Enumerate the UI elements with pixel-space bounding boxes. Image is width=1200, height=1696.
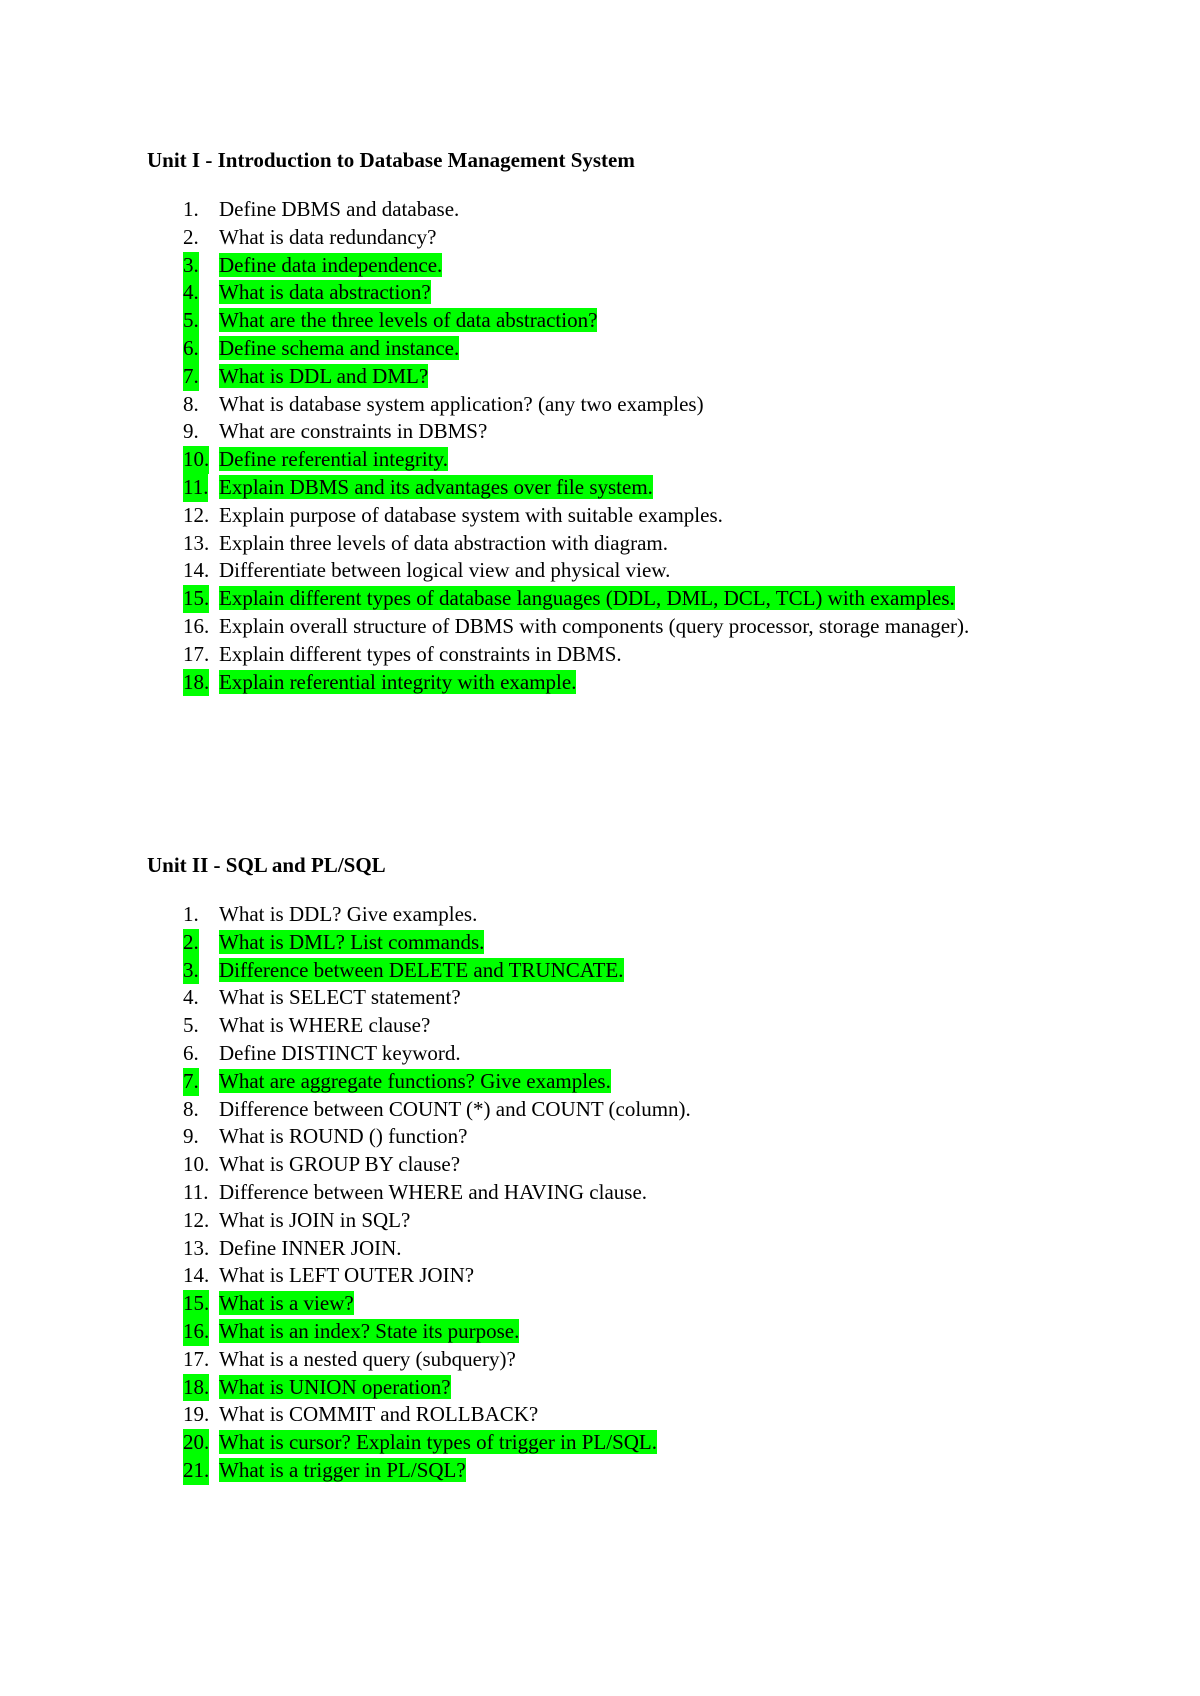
- question-text: Define schema and instance.: [219, 335, 460, 360]
- question-number: 14.: [183, 1263, 210, 1288]
- question-item: [147, 307, 1049, 335]
- question-item: [147, 669, 1049, 697]
- question-item: [147, 1374, 1049, 1402]
- question-text: What is GROUP BY clause?: [219, 1152, 461, 1177]
- question-number: 8.: [183, 391, 199, 416]
- question-number: 11.: [183, 1179, 209, 1204]
- question-number: 4.: [183, 279, 199, 307]
- question-text: What is a trigger in PL/SQL?: [219, 1457, 466, 1482]
- question-text: What is SELECT statement?: [219, 985, 461, 1010]
- question-number: 2.: [183, 929, 199, 957]
- question-number: 6.: [183, 1040, 199, 1065]
- question-item: [147, 474, 1049, 502]
- question-number: 12.: [183, 502, 210, 527]
- question-text: What is LEFT OUTER JOIN?: [219, 1263, 475, 1288]
- question-text: Difference between DELETE and TRUNCATE.: [219, 957, 624, 982]
- question-item: [147, 1012, 1049, 1040]
- question-text: Explain referential integrity with example.: [219, 669, 577, 694]
- question-list: [147, 196, 1047, 696]
- question-number: 18.: [183, 1374, 209, 1402]
- question-text: What is COMMIT and ROLLBACK?: [219, 1402, 539, 1427]
- question-number: 8.: [183, 1096, 199, 1121]
- question-text: Explain overall structure of DBMS with components (query processor, storage manager).: [219, 613, 970, 638]
- question-item: [147, 446, 1049, 474]
- question-number: 5.: [183, 1013, 199, 1038]
- unit-2-section: [147, 851, 1047, 1485]
- question-number: 1.: [183, 197, 199, 221]
- question-text: What is a nested query (subquery)?: [219, 1346, 516, 1371]
- question-number: 9.: [183, 419, 199, 444]
- question-number: 5.: [183, 307, 199, 335]
- question-text: What is DML? List commands.: [219, 929, 485, 954]
- unit-heading: Unit II - SQL and PL/SQL: [147, 853, 386, 877]
- question-item: [147, 613, 1049, 641]
- question-number: 1.: [183, 902, 199, 926]
- question-text: Define DISTINCT keyword.: [219, 1040, 461, 1065]
- question-item: [147, 224, 1049, 252]
- question-number: 11.: [183, 474, 208, 502]
- question-text: Difference between COUNT (*) and COUNT (column).: [219, 1096, 691, 1121]
- question-item: [147, 391, 1049, 419]
- question-item: [147, 929, 1049, 957]
- question-text: What is data redundancy?: [219, 224, 437, 249]
- question-text: What are the three levels of data abstraction?: [219, 308, 598, 333]
- question-item: [147, 1290, 1049, 1318]
- question-text: What is a view?: [219, 1291, 354, 1316]
- question-list: [147, 901, 1047, 1485]
- question-item: [147, 557, 1049, 585]
- question-text: What is WHERE clause?: [219, 1013, 431, 1038]
- question-text: Define DBMS and database.: [219, 197, 460, 221]
- question-item: [147, 335, 1049, 363]
- question-number: 7.: [183, 1068, 199, 1096]
- question-number: 13.: [183, 530, 210, 555]
- question-item: [147, 957, 1049, 985]
- question-text: What is UNION operation?: [219, 1374, 451, 1399]
- question-item: [147, 279, 1049, 307]
- question-text: What is an index? State its purpose.: [219, 1318, 520, 1343]
- question-number: 14.: [183, 558, 210, 583]
- question-item: [147, 1262, 1049, 1290]
- question-number: 16.: [183, 1318, 209, 1346]
- question-text: Define INNER JOIN.: [219, 1235, 402, 1260]
- question-item: [147, 585, 1049, 613]
- question-number: 4.: [183, 985, 199, 1010]
- question-number: 16.: [183, 613, 210, 638]
- unit-1-section: [147, 146, 1047, 696]
- question-number: 10.: [183, 446, 209, 474]
- question-number: 6.: [183, 335, 199, 363]
- question-number: 15.: [183, 585, 209, 613]
- question-item: [147, 1318, 1049, 1346]
- question-number: 19.: [183, 1402, 210, 1427]
- question-text: Explain purpose of database system with suitable examples.: [219, 502, 723, 527]
- question-number: 20.: [183, 1429, 209, 1457]
- question-item: [147, 1096, 1049, 1124]
- question-number: 2.: [183, 224, 199, 249]
- question-item: [147, 1429, 1049, 1457]
- question-item: [147, 418, 1049, 446]
- question-text: What is DDL? Give examples.: [219, 902, 478, 926]
- question-item: [147, 196, 1049, 224]
- unit-heading: Unit I - Introduction to Database Management System: [147, 148, 635, 172]
- question-number: 12.: [183, 1207, 210, 1232]
- question-item: [147, 363, 1049, 391]
- question-number: 13.: [183, 1235, 210, 1260]
- question-item: [147, 1151, 1049, 1179]
- question-number: 10.: [183, 1152, 210, 1177]
- question-text: What is cursor? Explain types of trigger in PL/SQL.: [219, 1430, 657, 1455]
- question-item: [147, 502, 1049, 530]
- question-text: What is JOIN in SQL?: [219, 1207, 411, 1232]
- question-item: [147, 641, 1049, 669]
- question-item: [147, 530, 1049, 558]
- question-item: [147, 901, 1049, 929]
- question-text: What are aggregate functions? Give examples.: [219, 1068, 611, 1093]
- question-text: Explain different types of constraints in DBMS.: [219, 641, 622, 666]
- question-text: Differentiate between logical view and physical view.: [219, 558, 671, 583]
- question-number: 17.: [183, 641, 210, 666]
- question-item: [147, 252, 1049, 280]
- question-text: Explain different types of database languages (DDL, DML, DCL, TCL) with examples.: [219, 586, 955, 611]
- question-item: [147, 1401, 1049, 1429]
- question-text: What is database system application? (any two examples): [219, 391, 704, 416]
- question-text: Explain three levels of data abstraction with diagram.: [219, 530, 669, 555]
- question-text: What is data abstraction?: [219, 280, 431, 305]
- question-item: [147, 1123, 1049, 1151]
- question-item: [147, 984, 1049, 1012]
- question-item: [147, 1457, 1049, 1485]
- question-number: 3.: [183, 252, 199, 280]
- question-text: Define data independence.: [219, 252, 443, 277]
- question-number: 3.: [183, 957, 199, 985]
- question-number: 9.: [183, 1124, 199, 1149]
- question-item: [147, 1207, 1049, 1235]
- question-item: [147, 1179, 1049, 1207]
- question-text: Define referential integrity.: [219, 447, 448, 472]
- question-text: What is ROUND () function?: [219, 1124, 468, 1149]
- question-text: Explain DBMS and its advantages over file system.: [219, 474, 653, 499]
- question-number: 21.: [183, 1457, 209, 1485]
- question-text: What are constraints in DBMS?: [219, 419, 488, 444]
- question-number: 17.: [183, 1346, 210, 1371]
- question-text: Difference between WHERE and HAVING clause.: [219, 1179, 648, 1204]
- question-number: 18.: [183, 669, 209, 697]
- question-item: [147, 1346, 1049, 1374]
- question-item: [147, 1068, 1049, 1096]
- question-number: 7.: [183, 363, 199, 391]
- question-item: [147, 1235, 1049, 1263]
- question-number: 15.: [183, 1290, 209, 1318]
- question-text: What is DDL and DML?: [219, 363, 429, 388]
- question-item: [147, 1040, 1049, 1068]
